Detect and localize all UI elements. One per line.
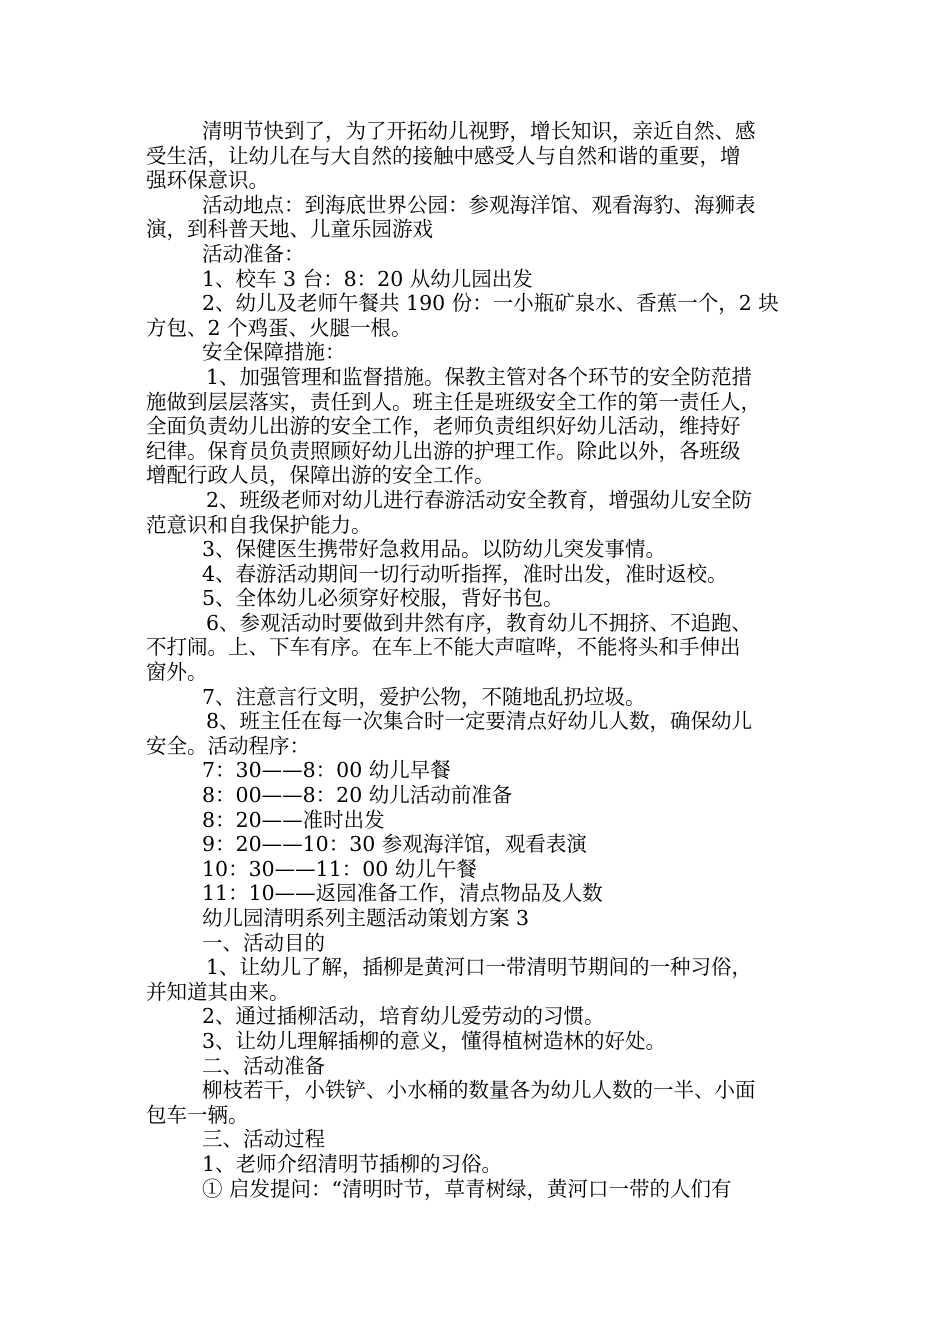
text-line: 11：10——返园准备工作，清点物品及人数 (202, 881, 603, 906)
text-line: 柳枝若干，小铁铲、小水桶的数量各为幼儿人数的一半、小面 (202, 1078, 756, 1103)
text-line: 1、老师介绍清明节插柳的习俗。 (202, 1151, 503, 1176)
text-line: 施做到层层落实，责任到人。班主任是班级安全工作的第一责任人， (146, 389, 761, 414)
text-line: ① 启发提问：“清明时节，草青树绿，黄河口一带的人们有 (202, 1176, 732, 1201)
text-line: 受生活，让幼儿在与大自然的接触中感受人与自然和谐的重要，增 (146, 143, 741, 168)
text-line: 纪律。保育员负责照顾好幼儿出游的护理工作。除此以外，各班级 (146, 438, 741, 463)
text-line: 幼儿园清明系列主题活动策划方案 3 (202, 906, 530, 930)
text-line: 全面负责幼儿出游的安全工作，老师负责组织好幼儿活动，维持好 (146, 414, 741, 439)
text-line: 并知道其由来。 (146, 979, 290, 1004)
text-line: 安全保障措施： (202, 340, 346, 365)
text-line: 三、活动过程 (202, 1127, 325, 1152)
text-line: 8：20——准时出发 (202, 807, 385, 832)
text-line: 8：00——8：20 幼儿活动前准备 (202, 783, 513, 808)
text-line: 1、让幼儿了解，插柳是黄河口一带清明节期间的一种习俗， (206, 955, 753, 980)
text-line: 10：30——11：00 幼儿午餐 (202, 856, 477, 881)
text-line: 窗外。 (146, 660, 208, 685)
text-line: 2、通过插柳活动，培育幼儿爱劳动的习惯。 (202, 1004, 605, 1029)
text-line: 4、春游活动期间一切行动听指挥，准时出发，准时返校。 (202, 561, 728, 586)
text-line: 3、保健医生携带好急救用品。以防幼儿突发事情。 (202, 537, 667, 562)
text-line: 1、加强管理和监督措施。保教主管对各个环节的安全防范措 (206, 364, 753, 389)
text-line: 活动准备： (202, 241, 305, 266)
text-line: 方包、2 个鸡蛋、火腿一根。 (146, 315, 412, 340)
text-line: 一、活动目的 (202, 930, 325, 955)
text-line: 强环保意识。 (146, 168, 269, 193)
text-line: 1、校车 3 台：8：20 从幼儿园出发 (202, 266, 533, 291)
text-line: 清明节快到了，为了开拓幼儿视野，增长知识，亲近自然、感 (202, 119, 756, 143)
text-line: 6、参观活动时要做到井然有序，教育幼儿不拥挤、不追跑、 (206, 610, 753, 635)
text-line: 2、幼儿及老师午餐共 190 份：一小瓶矿泉水、香蕉一个，2 块 (202, 291, 779, 316)
text-line: 2、班级老师对幼儿进行春游活动安全教育，增强幼儿安全防 (206, 487, 753, 512)
text-line: 不打闹。上、下车有序。在车上不能大声喧哗，不能将头和手伸出 (146, 635, 741, 660)
text-line: 二、活动准备 (202, 1053, 325, 1078)
text-line: 演，到科普天地、儿童乐园游戏 (146, 217, 433, 242)
text-line: 活动地点：到海底世界公园：参观海洋馆、观看海豹、海狮表 (202, 192, 756, 217)
text-line: 增配行政人员，保障出游的安全工作。 (146, 463, 495, 488)
text-line: 范意识和自我保护能力。 (146, 512, 372, 537)
text-line: 包车一辆。 (146, 1102, 249, 1127)
text-line: 7、注意言行文明，爱护公物，不随地乱扔垃圾。 (202, 684, 646, 709)
text-line: 8、班主任在每一次集合时一定要清点好幼儿人数，确保幼儿 (206, 709, 753, 734)
text-line: 9：20——10：30 参观海洋馆，观看表演 (202, 832, 587, 857)
text-line: 安全。活动程序： (146, 733, 310, 758)
text-line: 3、让幼儿理解插柳的意义，懂得植树造林的好处。 (202, 1028, 667, 1053)
document-page (146, 119, 830, 1201)
text-line: 7：30——8：00 幼儿早餐 (202, 758, 451, 783)
text-line: 5、全体幼儿必须穿好校服，背好书包。 (202, 586, 564, 611)
